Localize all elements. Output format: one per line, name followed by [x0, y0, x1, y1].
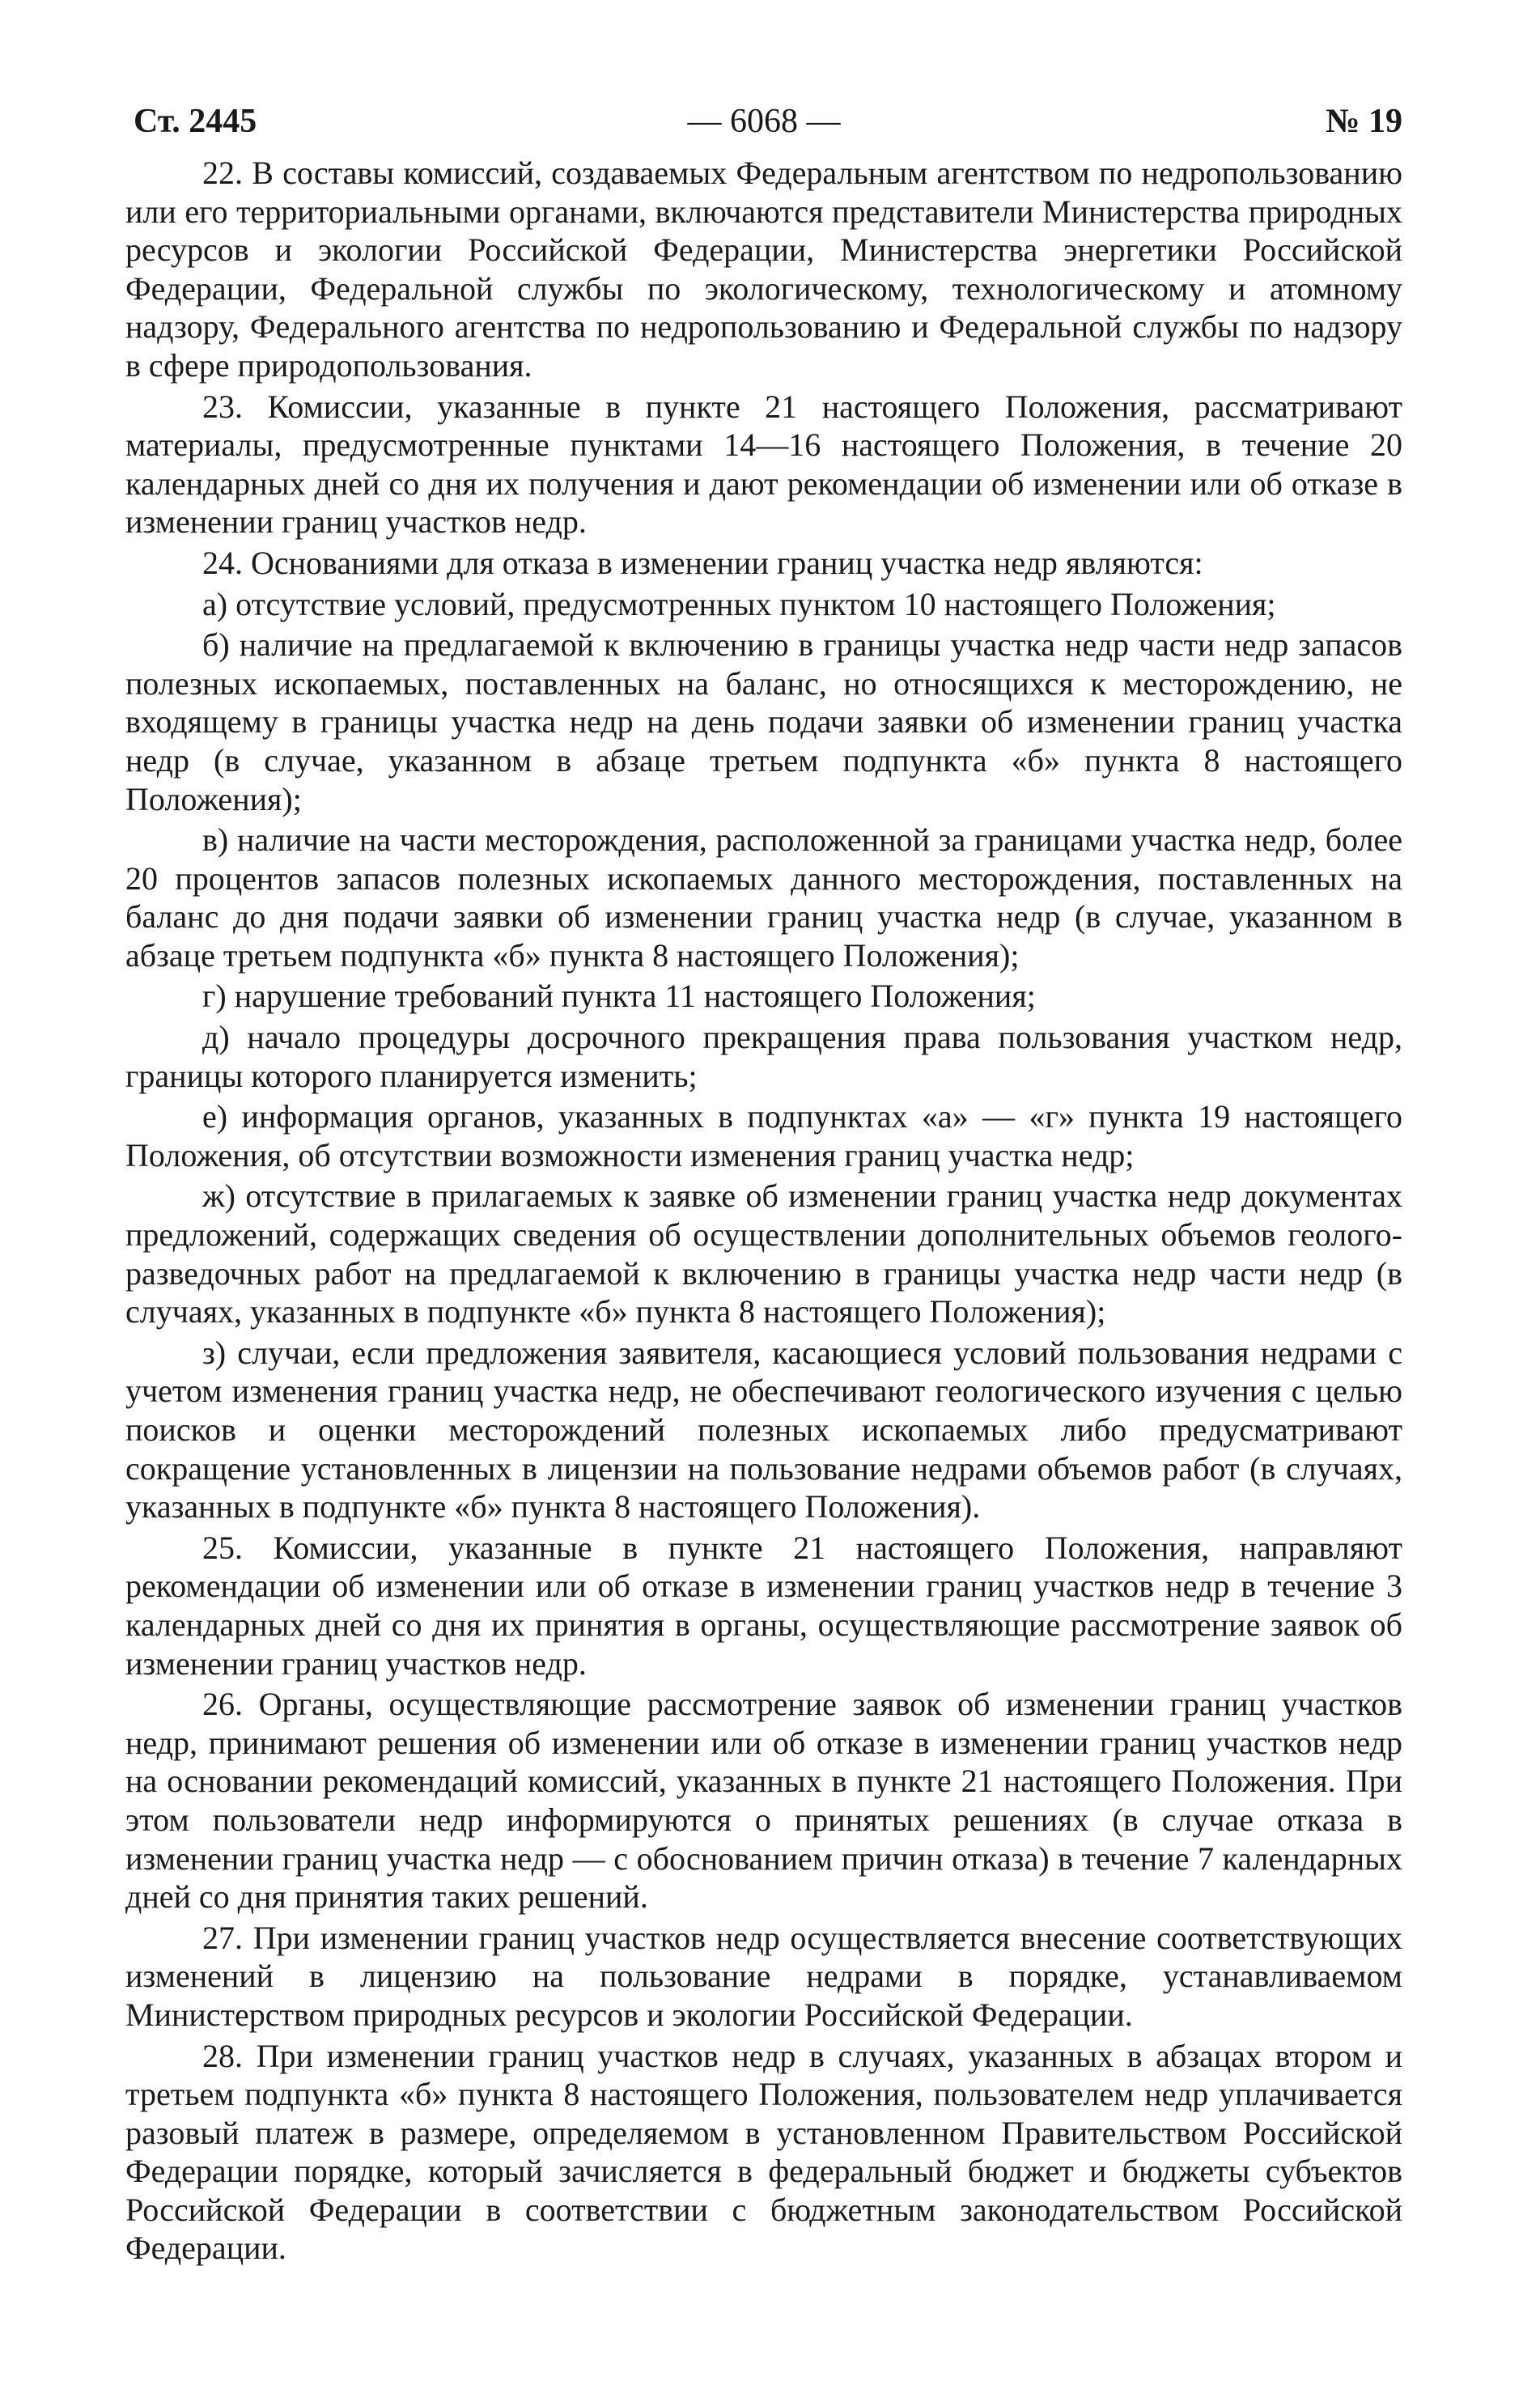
paragraph-24-v: в) наличие на части месторождения, расположенной за границами участка недр, более 20 процентов запасов полезных ископаемых данного месторождения, поставленных на баланс до дня подачи заявки об изменении границ участка недр (в случае, указанном в абзаце третьем подпункта «б» пункта 8 настоящего Положения); — [125, 821, 1402, 974]
document-body — [125, 154, 1402, 2268]
paragraph-24-a: а) отсутствие условий, предусмотренных пунктом 10 настоящего Положения; — [202, 585, 1276, 622]
paragraph-28: 28. При изменении границ участков недр в случаях, указанных в абзацах втором и третьем подпункта «б» пункта 8 настоящего Положения, пользователем недр уплачивается разовый платеж в размере, определяемом в установленном Правительством Российской Федерации порядке, который зачисляется в федеральный бюджет и бюджеты субъектов Российской Федерации в соответствии с бюджетным законодательством Российской Федерации. — [125, 2037, 1402, 2267]
paragraph-23: 23. Комиссии, указанные в пункте 21 настоящего Положения, рассматривают материалы, предусмотренные пунктами 14—16 настоящего Положения, в течение 20 календарных дней со дня их получения и дают рекомендации об изменении или об отказе в изменении границ участков недр. — [125, 388, 1402, 541]
paragraph-24-d: д) начало процедуры досрочного прекращения права пользования участком недр, границы которого планируется изменить; — [125, 1019, 1402, 1094]
article-number: Ст. 2445 — [134, 103, 257, 140]
paragraph-25: 25. Комиссии, указанные в пункте 21 настоящего Положения, направляют рекомендации об изменении или об отказе в изменении границ участков недр в течение 3 календарных дней со дня их принятия в органы, осуществляющие рассмотрение заявок об изменении границ участков недр. — [125, 1529, 1402, 1682]
document-page — [125, 95, 1402, 2270]
paragraph-24-g: г) нарушение требований пункта 11 настоящего Положения; — [202, 978, 1036, 1015]
paragraph-24: 24. Основаниями для отказа в изменении границ участка недр являются: — [202, 544, 1203, 581]
paragraph-22: 22. В составы комиссий, создаваемых Федеральным агентством по недропользованию или его территориальными органами, включаются представители Министерства природных ресурсов и экологии Российской Федерации, Министерства энергетики Российской Федерации, Федеральной службы по экологическому, технологическому и атомному надзору, Федерального агентства по недропользованию и Федеральной службы по надзору в сфере природопользования. — [125, 155, 1402, 384]
paragraph-27: 27. При изменении границ участков недр осуществляется внесение соответствующих изменений в лицензию на пользование недрами в порядке, устанавливаемом Министерством природных ресурсов и экологии Российской Федерации. — [125, 1919, 1402, 2033]
paragraph-24-b: б) наличие на предлагаемой к включению в границы участка недр части недр запасов полезных ископаемых, поставленных на баланс, но относящихся к месторождению, не входящему в границы участка недр на день подачи заявки об изменении границ участка недр (в случае, указанном в абзаце третьем подпункта «б» пункта 8 настоящего Положения); — [125, 626, 1402, 817]
page-header — [125, 95, 1402, 147]
paragraph-24-e: е) информация органов, указанных в подпунктах «а» — «г» пункта 19 настоящего Положения, об отсутствии возможности изменения границ участка недр; — [125, 1098, 1402, 1173]
paragraph-24-zh: ж) отсутствие в прилагаемых к заявке об изменении границ участка недр документах предложений, содержащих сведения об осуществлении дополнительных объемов геолого-разведочных работ на предлагаемой к включению в границы участка недр части недр (в случаях, указанных в подпункте «б» пункта 8 настоящего Положения); — [125, 1178, 1402, 1330]
issue-number: № 19 — [1326, 103, 1402, 140]
paragraph-24-z: з) случаи, если предложения заявителя, касающиеся условий пользования недрами с учетом изменения границ участка недр, не обеспечивают геологического изучения с целью поисков и оценки месторождений полезных ископаемых либо предусматривают сокращение установленных в лицензии на пользование недрами объемов работ (в случаях, указанных в подпункте «б» пункта 8 настоящего Положения). — [125, 1334, 1402, 1525]
paragraph-26: 26. Органы, осуществляющие рассмотрение заявок об изменении границ участков недр, принимают решения об изменении или об отказе в изменении границ участков недр на основании рекомендаций комиссий, указанных в пункте 21 настоящего Положения. При этом пользователи недр информируются о принятых решениях (в случае отказа в изменении границ участка недр — с обоснованием причин отказа) в течение 7 календарных дней со дня принятия таких решений. — [125, 1686, 1402, 1916]
page-number: — 6068 — — [687, 103, 841, 140]
